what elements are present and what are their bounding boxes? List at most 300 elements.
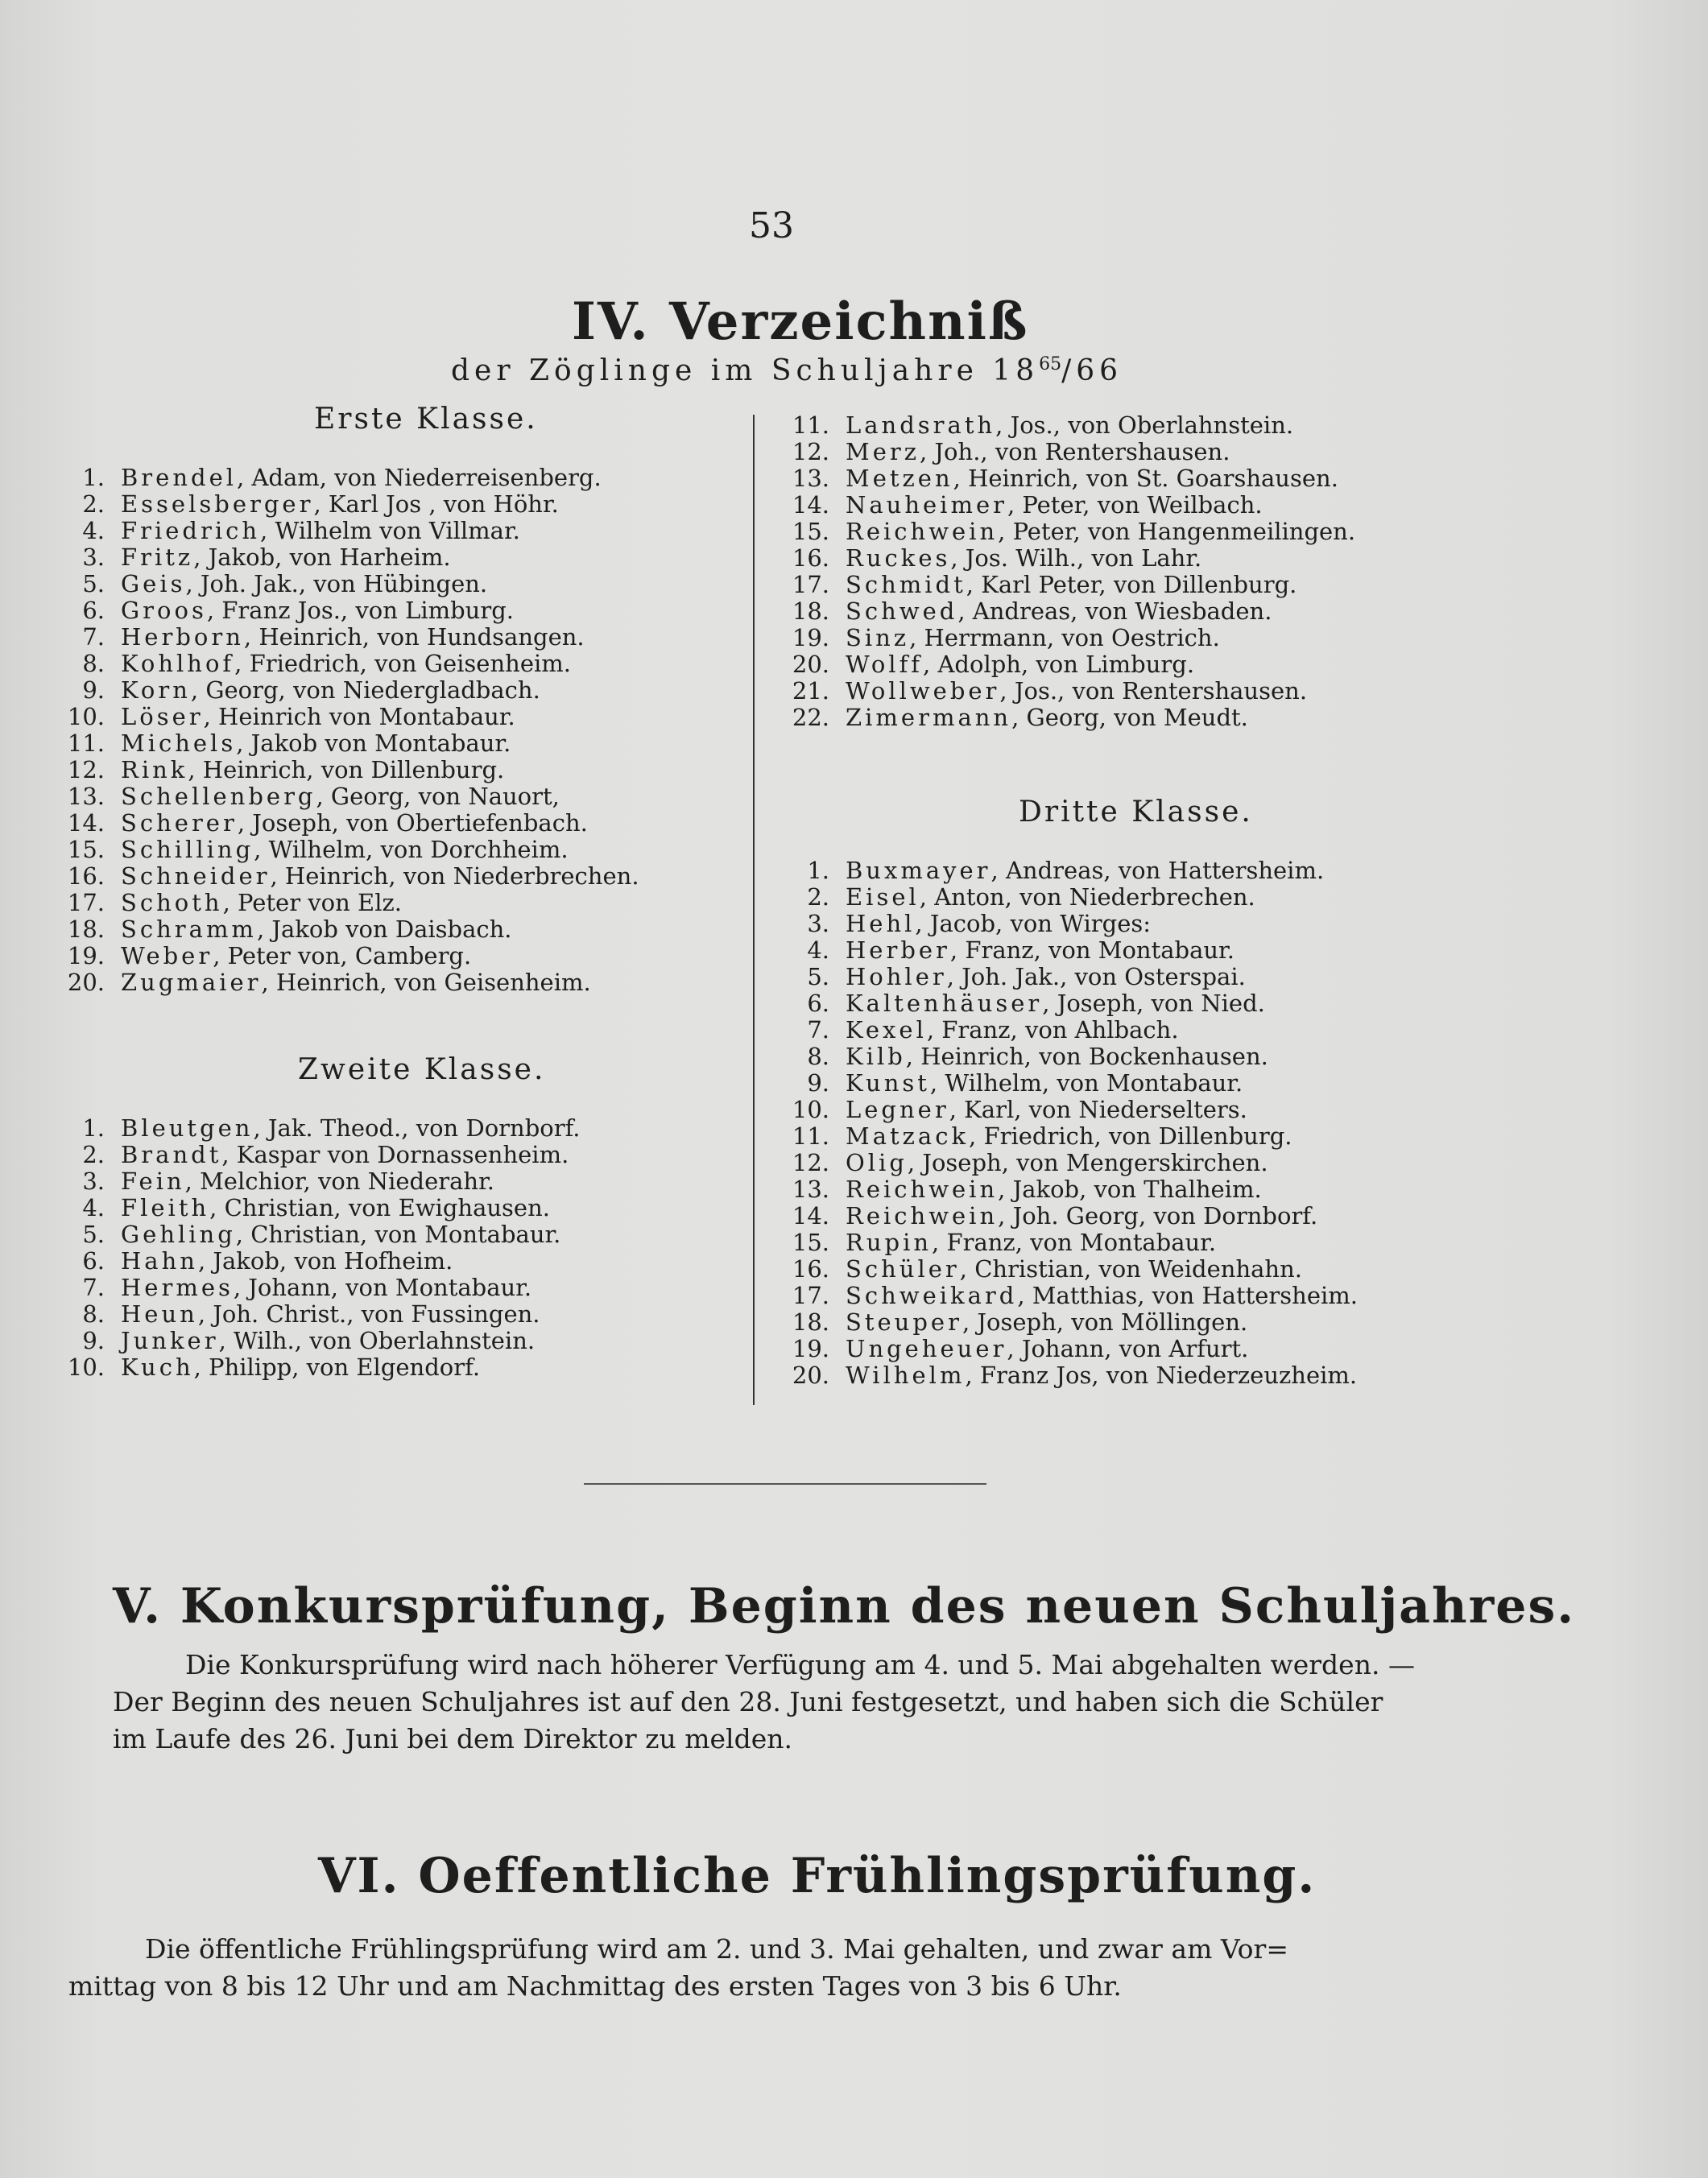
student-details: , Johann, von Arfurt. [1007, 1335, 1249, 1362]
item-number: 13. [792, 1176, 829, 1203]
list-item [48, 1168, 733, 1195]
student-details: , Karl, von Niederselters. [949, 1096, 1247, 1123]
student-details: , Joseph, von Mengerskirchen. [907, 1149, 1268, 1176]
list-item [773, 858, 1659, 884]
student-details: , Jakob von Daisbach. [256, 915, 512, 943]
student-details: , Christian, von Weidenhahn. [959, 1255, 1302, 1283]
student-details: , Heinrich, von Bockenhausen. [905, 1043, 1268, 1070]
item-number: 22. [792, 704, 829, 731]
item-number: 4. [807, 936, 829, 964]
student-details: , Matthias, von Hattersheim. [1017, 1282, 1358, 1309]
student-details: , Jakob, von Hofheim. [197, 1247, 453, 1275]
item-entry [846, 964, 1246, 990]
list-item [773, 911, 1659, 937]
item-entry [846, 937, 1234, 964]
list-item [773, 1336, 1659, 1362]
student-surname: Reichwein [846, 518, 999, 545]
item-entry [121, 1248, 453, 1275]
item-number: 17. [792, 571, 829, 598]
list-item [773, 519, 1659, 545]
student-details: , Joh. Jak., von Hübingen. [185, 570, 488, 597]
list-item [773, 492, 1659, 519]
item-number: 8. [807, 1043, 829, 1070]
section-4-subtitle [451, 354, 1123, 387]
item-number: 6. [807, 990, 829, 1017]
student-surname: Rupin [846, 1229, 933, 1256]
item-entry [121, 624, 585, 651]
item-number: 5. [807, 963, 829, 990]
item-number: 11. [792, 1122, 829, 1150]
item-entry [121, 704, 515, 730]
item-entry [121, 837, 569, 863]
item-number: 13. [67, 783, 105, 810]
student-surname: Reichwein [846, 1176, 999, 1203]
item-number: 9. [82, 1327, 105, 1354]
list-item [773, 937, 1659, 964]
item-entry [121, 916, 512, 943]
student-surname: Ruckes [846, 544, 951, 572]
item-entry [121, 518, 520, 544]
student-details: , Melchior, von Niederahr. [184, 1168, 494, 1195]
student-details: , Georg, von Meudt. [1011, 704, 1248, 731]
student-surname: Hehl [846, 910, 916, 937]
section-5-line: im Laufe des 26. Juni bei dem Direktor zu melden. [113, 1723, 792, 1754]
student-details: , Joh., von Rentershausen. [920, 438, 1230, 465]
list-item [48, 837, 733, 863]
student-surname: Korn [121, 676, 191, 704]
item-number: 20. [792, 1362, 829, 1389]
section-5-line: Die Konkursprüfung wird nach höherer Verfügung am 4. und 5. Mai abgehalten werden. — [185, 1649, 1415, 1680]
item-entry [121, 890, 402, 916]
item-entry [121, 1354, 480, 1381]
item-number: 5. [82, 1221, 105, 1248]
student-details: , Philipp, von Elgendorf. [193, 1354, 481, 1381]
item-number: 8. [82, 650, 105, 677]
item-entry [846, 1123, 1292, 1150]
list-item [773, 1309, 1659, 1336]
list-item [48, 1248, 733, 1275]
student-surname: Kunst [846, 1069, 930, 1097]
item-entry [121, 1115, 581, 1142]
item-number: 1. [82, 464, 105, 491]
item-number: 18. [792, 1308, 829, 1336]
student-surname: Schmidt [846, 571, 966, 598]
item-number: 11. [67, 729, 105, 757]
year-superscript: 65 [1039, 354, 1062, 374]
student-surname: Kexel [846, 1016, 927, 1044]
item-number: 17. [67, 889, 105, 916]
item-number: 12. [67, 756, 105, 783]
list-item [48, 624, 733, 651]
student-surname: Löser [121, 703, 204, 730]
student-details: , Heinrich, von Hundsangen. [243, 623, 585, 651]
student-surname: Schweikard [846, 1282, 1018, 1309]
item-number: 15. [792, 1229, 829, 1256]
student-details: , Joh. Georg, von Dornborf. [998, 1202, 1318, 1230]
list-item [48, 890, 733, 916]
student-details: , Heinrich von Montabaur. [203, 703, 515, 730]
student-surname: Fein [121, 1168, 185, 1195]
student-surname: Herber [846, 936, 950, 964]
section-6-line: Die öffentliche Frühlingsprüfung wird am 2. und 3. Mai gehalten, und zwar am Vor= [145, 1933, 1288, 1965]
student-surname: Merz [846, 438, 920, 465]
student-surname: Kuch [121, 1354, 194, 1381]
item-entry [846, 465, 1338, 492]
student-details: , Georg, von Niedergladbach. [190, 676, 540, 704]
list-item [48, 916, 733, 943]
item-entry [846, 705, 1248, 731]
item-entry [846, 1176, 1262, 1203]
list-item [773, 1176, 1659, 1203]
student-details: , Friedrich, von Dillenburg. [969, 1122, 1292, 1150]
student-surname: Metzen [846, 465, 953, 492]
item-entry [846, 492, 1263, 519]
student-details: , Anton, von Niederbrechen. [919, 883, 1255, 911]
item-entry [846, 1097, 1247, 1123]
item-entry [846, 519, 1355, 545]
item-entry [121, 651, 571, 677]
item-number: 14. [67, 809, 105, 837]
item-number: 16. [67, 862, 105, 890]
student-details: , Joh. Christ., von Fussingen. [197, 1300, 540, 1328]
student-details: , Christian, von Ewighausen. [209, 1194, 550, 1221]
dritte-klasse-heading: Dritte Klasse. [1019, 796, 1253, 829]
item-number: 1. [807, 857, 829, 884]
item-entry [121, 757, 504, 783]
item-number: 15. [792, 518, 829, 545]
erste-klasse-heading: Erste Klasse. [314, 403, 538, 436]
item-entry [846, 1203, 1317, 1230]
student-details: , Herrmann, von Oestrich. [909, 624, 1220, 651]
list-item [48, 730, 733, 757]
list-item [48, 677, 733, 704]
item-entry [846, 1256, 1302, 1283]
list-item [773, 1362, 1659, 1389]
list-item [48, 1354, 733, 1381]
item-entry [846, 678, 1307, 705]
item-entry [121, 571, 487, 597]
student-details: , Karl Peter, von Dillenburg. [966, 571, 1297, 598]
item-number: 7. [807, 1016, 829, 1044]
student-details: , Adolph, von Limburg. [923, 651, 1195, 678]
list-item [773, 465, 1659, 492]
list-item [48, 757, 733, 783]
student-surname: Schüler [846, 1255, 960, 1283]
list-item [48, 651, 733, 677]
list-item [773, 1283, 1659, 1309]
student-details: , Christian, von Montabaur. [235, 1221, 561, 1248]
student-surname: Kohlhof [121, 650, 235, 677]
student-surname: Schellenberg [121, 783, 316, 810]
section-divider [584, 1483, 986, 1485]
list-item [773, 1150, 1659, 1176]
item-number: 4. [82, 517, 105, 544]
item-number: 20. [792, 651, 829, 678]
year-subscript: /66 [1061, 354, 1123, 387]
list-item [773, 1203, 1659, 1230]
item-number: 11. [792, 411, 829, 439]
list-item [773, 598, 1659, 625]
item-entry [121, 1328, 535, 1354]
item-entry [846, 1309, 1247, 1336]
student-surname: Scherer [121, 809, 238, 837]
item-entry [121, 863, 639, 890]
item-number: 16. [792, 1255, 829, 1283]
item-entry [846, 651, 1194, 678]
list-item [773, 1230, 1659, 1256]
item-entry [846, 1362, 1357, 1389]
student-surname: Hahn [121, 1247, 198, 1275]
list-item [773, 990, 1659, 1017]
student-details: , Joseph, von Möllingen. [962, 1308, 1248, 1336]
student-surname: Wollweber [846, 677, 1000, 705]
column-divider [753, 415, 755, 1405]
item-entry [121, 1142, 569, 1168]
item-number: 10. [792, 1096, 829, 1123]
student-details: , Heinrich, von Niederbrechen. [270, 862, 639, 890]
student-details: , Franz Jos., von Limburg. [206, 597, 515, 624]
item-entry [121, 730, 511, 757]
student-details: , Franz Jos, von Niederzeuzheim. [965, 1362, 1358, 1389]
list-item [773, 705, 1659, 731]
item-number: 13. [792, 465, 829, 492]
item-entry [846, 990, 1265, 1017]
student-surname: Brandt [121, 1141, 222, 1168]
student-details: , Jos., von Oberlahnstein. [995, 411, 1294, 439]
item-number: 14. [792, 491, 829, 519]
student-surname: Hohler [846, 963, 947, 990]
item-number: 17. [792, 1282, 829, 1309]
student-details: , Johann, von Montabaur. [233, 1274, 532, 1301]
student-surname: Ungeheuer [846, 1335, 1007, 1362]
student-surname: Landsrath [846, 411, 996, 439]
list-item [48, 1275, 733, 1301]
subtitle-text: der Zöglinge im Schuljahre 18 [451, 354, 1040, 387]
student-details: , Andreas, von Hattersheim. [990, 857, 1325, 884]
dritte-klasse-list [773, 858, 1659, 1389]
student-surname: Rink [121, 756, 188, 783]
erste-klasse-list [48, 465, 733, 996]
list-item [48, 465, 733, 491]
student-details: , Kaspar von Dornassenheim. [221, 1141, 569, 1168]
item-entry [846, 1044, 1268, 1070]
item-number: 2. [807, 883, 829, 911]
student-details: , Jakob, von Thalheim. [998, 1176, 1262, 1203]
item-entry [846, 911, 1151, 937]
student-details: , Joseph, von Obertiefenbach. [237, 809, 588, 837]
item-entry [121, 544, 451, 571]
item-entry [846, 545, 1201, 572]
list-item [773, 1044, 1659, 1070]
item-entry [121, 969, 591, 996]
item-entry [846, 1336, 1248, 1362]
list-item [48, 1195, 733, 1221]
student-surname: Fritz [121, 543, 194, 571]
student-surname: Groos [121, 597, 207, 624]
student-surname: Fleith [121, 1194, 210, 1221]
student-details: , Wilhelm, von Montabaur. [929, 1069, 1243, 1097]
item-entry [846, 1070, 1243, 1097]
student-details: , Peter von, Camberg. [213, 942, 472, 969]
list-item [773, 412, 1659, 439]
item-number: 15. [67, 836, 105, 863]
student-surname: Geis [121, 570, 186, 597]
section-6-title: VI. Oeffentliche Frühlingsprüfung. [318, 1848, 1317, 1904]
section-5-title: V. Konkursprüfung, Beginn des neuen Schuljahres. [113, 1578, 1576, 1635]
section-6-paragraph [68, 1931, 1405, 2005]
item-entry [846, 439, 1230, 465]
student-surname: Steuper [846, 1308, 962, 1336]
item-entry [121, 1195, 550, 1221]
item-number: 19. [792, 1335, 829, 1362]
student-details: , Wilhelm, von Dorchheim. [254, 836, 569, 863]
student-details: , Heinrich, von Geisenheim. [261, 969, 591, 996]
student-surname: Reichwein [846, 1202, 999, 1230]
student-details: , Franz, von Montabaur. [932, 1229, 1217, 1256]
student-details: , Franz, von Ahlbach. [926, 1016, 1179, 1044]
list-item [48, 491, 733, 518]
student-surname: Junker [121, 1327, 219, 1354]
item-entry [121, 1275, 531, 1301]
student-surname: Eisel [846, 883, 920, 911]
list-item [48, 518, 733, 544]
student-surname: Schwed [846, 597, 958, 625]
student-surname: Kilb [846, 1043, 906, 1070]
item-number: 19. [792, 624, 829, 651]
student-surname: Brendel [121, 464, 238, 491]
student-surname: Schramm [121, 915, 257, 943]
list-item [773, 625, 1659, 651]
item-number: 3. [82, 543, 105, 571]
item-number: 18. [67, 915, 105, 943]
student-surname: Esselsberger [121, 490, 314, 518]
item-number: 12. [792, 1149, 829, 1176]
student-surname: Legner [846, 1096, 949, 1123]
item-entry [846, 884, 1255, 911]
list-item [48, 571, 733, 597]
list-item [48, 810, 733, 837]
item-number: 2. [82, 490, 105, 518]
student-details: , Jakob von Montabaur. [236, 729, 511, 757]
item-entry [846, 1283, 1358, 1309]
student-surname: Olig [846, 1149, 908, 1176]
list-item [773, 1070, 1659, 1097]
item-number: 9. [807, 1069, 829, 1097]
section-5-line: Der Beginn des neuen Schuljahres ist auf den 28. Juni festgesetzt, und haben sich die Schüler [113, 1686, 1383, 1717]
section-5-paragraph [113, 1647, 1415, 1758]
item-entry [121, 1221, 560, 1248]
student-details: , Jak. Theod., von Dornborf. [253, 1114, 581, 1142]
item-number: 6. [82, 597, 105, 624]
item-entry [846, 598, 1272, 625]
student-details: , Adam, von Niederreisenberg. [237, 464, 602, 491]
student-details: , Joseph, von Nied. [1042, 990, 1265, 1017]
item-number: 6. [82, 1247, 105, 1275]
item-number: 16. [792, 544, 829, 572]
zweite-klasse-list-continued [773, 412, 1659, 731]
item-number: 3. [807, 910, 829, 937]
student-surname: Hermes [121, 1274, 234, 1301]
student-surname: Schilling [121, 836, 254, 863]
student-details: , Jos. Wilh., von Lahr. [950, 544, 1202, 572]
list-item [773, 1017, 1659, 1044]
item-entry [121, 597, 514, 624]
item-number: 14. [792, 1202, 829, 1230]
student-details: , Jos., von Rentershausen. [999, 677, 1308, 705]
list-item [48, 544, 733, 571]
list-item [48, 969, 733, 996]
list-item [48, 863, 733, 890]
student-details: , Friedrich, von Geisenheim. [234, 650, 571, 677]
item-entry [121, 465, 602, 491]
item-number: 3. [82, 1168, 105, 1195]
zweite-klasse-list [48, 1115, 733, 1381]
student-surname: Wolff [846, 651, 924, 678]
item-number: 18. [792, 597, 829, 625]
list-item [773, 545, 1659, 572]
student-surname: Wilhelm [846, 1362, 966, 1389]
item-entry [846, 1150, 1268, 1176]
list-item [773, 884, 1659, 911]
student-surname: Heun [121, 1300, 198, 1328]
item-entry [121, 1168, 494, 1195]
item-number: 7. [82, 1274, 105, 1301]
item-number: 1. [82, 1114, 105, 1142]
student-surname: Bleutgen [121, 1114, 254, 1142]
item-number: 9. [82, 676, 105, 704]
item-number: 12. [792, 438, 829, 465]
student-surname: Nauheimer [846, 491, 1007, 519]
item-entry [121, 1301, 540, 1328]
list-item [773, 1256, 1659, 1283]
student-details: , Peter, von Hangenmeilingen. [998, 518, 1356, 545]
item-number: 10. [67, 703, 105, 730]
item-entry [846, 1017, 1179, 1044]
student-surname: Buxmayer [846, 857, 991, 884]
list-item [773, 964, 1659, 990]
student-surname: Michels [121, 729, 237, 757]
student-surname: Weber [121, 942, 213, 969]
item-number: 20. [67, 969, 105, 996]
student-details: , Franz, von Montabaur. [949, 936, 1234, 964]
list-item [773, 1123, 1659, 1150]
list-item [48, 597, 733, 624]
list-item [48, 1115, 733, 1142]
student-details: , Peter, von Weilbach. [1007, 491, 1263, 519]
item-entry [121, 943, 471, 969]
student-details: , Wilhelm von Villmar. [260, 517, 520, 544]
section-4-title: IV. Verzeichniß [572, 291, 1029, 352]
item-entry [121, 810, 588, 837]
student-details: , Andreas, von Wiesbaden. [957, 597, 1272, 625]
page-number: 53 [749, 205, 794, 246]
student-surname: Zimermann [846, 704, 1012, 731]
item-entry [846, 572, 1297, 598]
student-surname: Schneider [121, 862, 271, 890]
student-surname: Zugmaier [121, 969, 262, 996]
student-surname: Friedrich [121, 517, 261, 544]
item-number: 4. [82, 1194, 105, 1221]
item-number: 10. [67, 1354, 105, 1381]
student-details: , Wilh., von Oberlahnstein. [218, 1327, 536, 1354]
list-item [773, 1097, 1659, 1123]
list-item [48, 704, 733, 730]
section-6-line: mittag von 8 bis 12 Uhr und am Nachmittag des ersten Tages von 3 bis 6 Uhr. [68, 1970, 1122, 2002]
list-item [773, 651, 1659, 678]
student-surname: Sinz [846, 624, 910, 651]
item-number: 8. [82, 1300, 105, 1328]
student-surname: Schoth [121, 889, 223, 916]
